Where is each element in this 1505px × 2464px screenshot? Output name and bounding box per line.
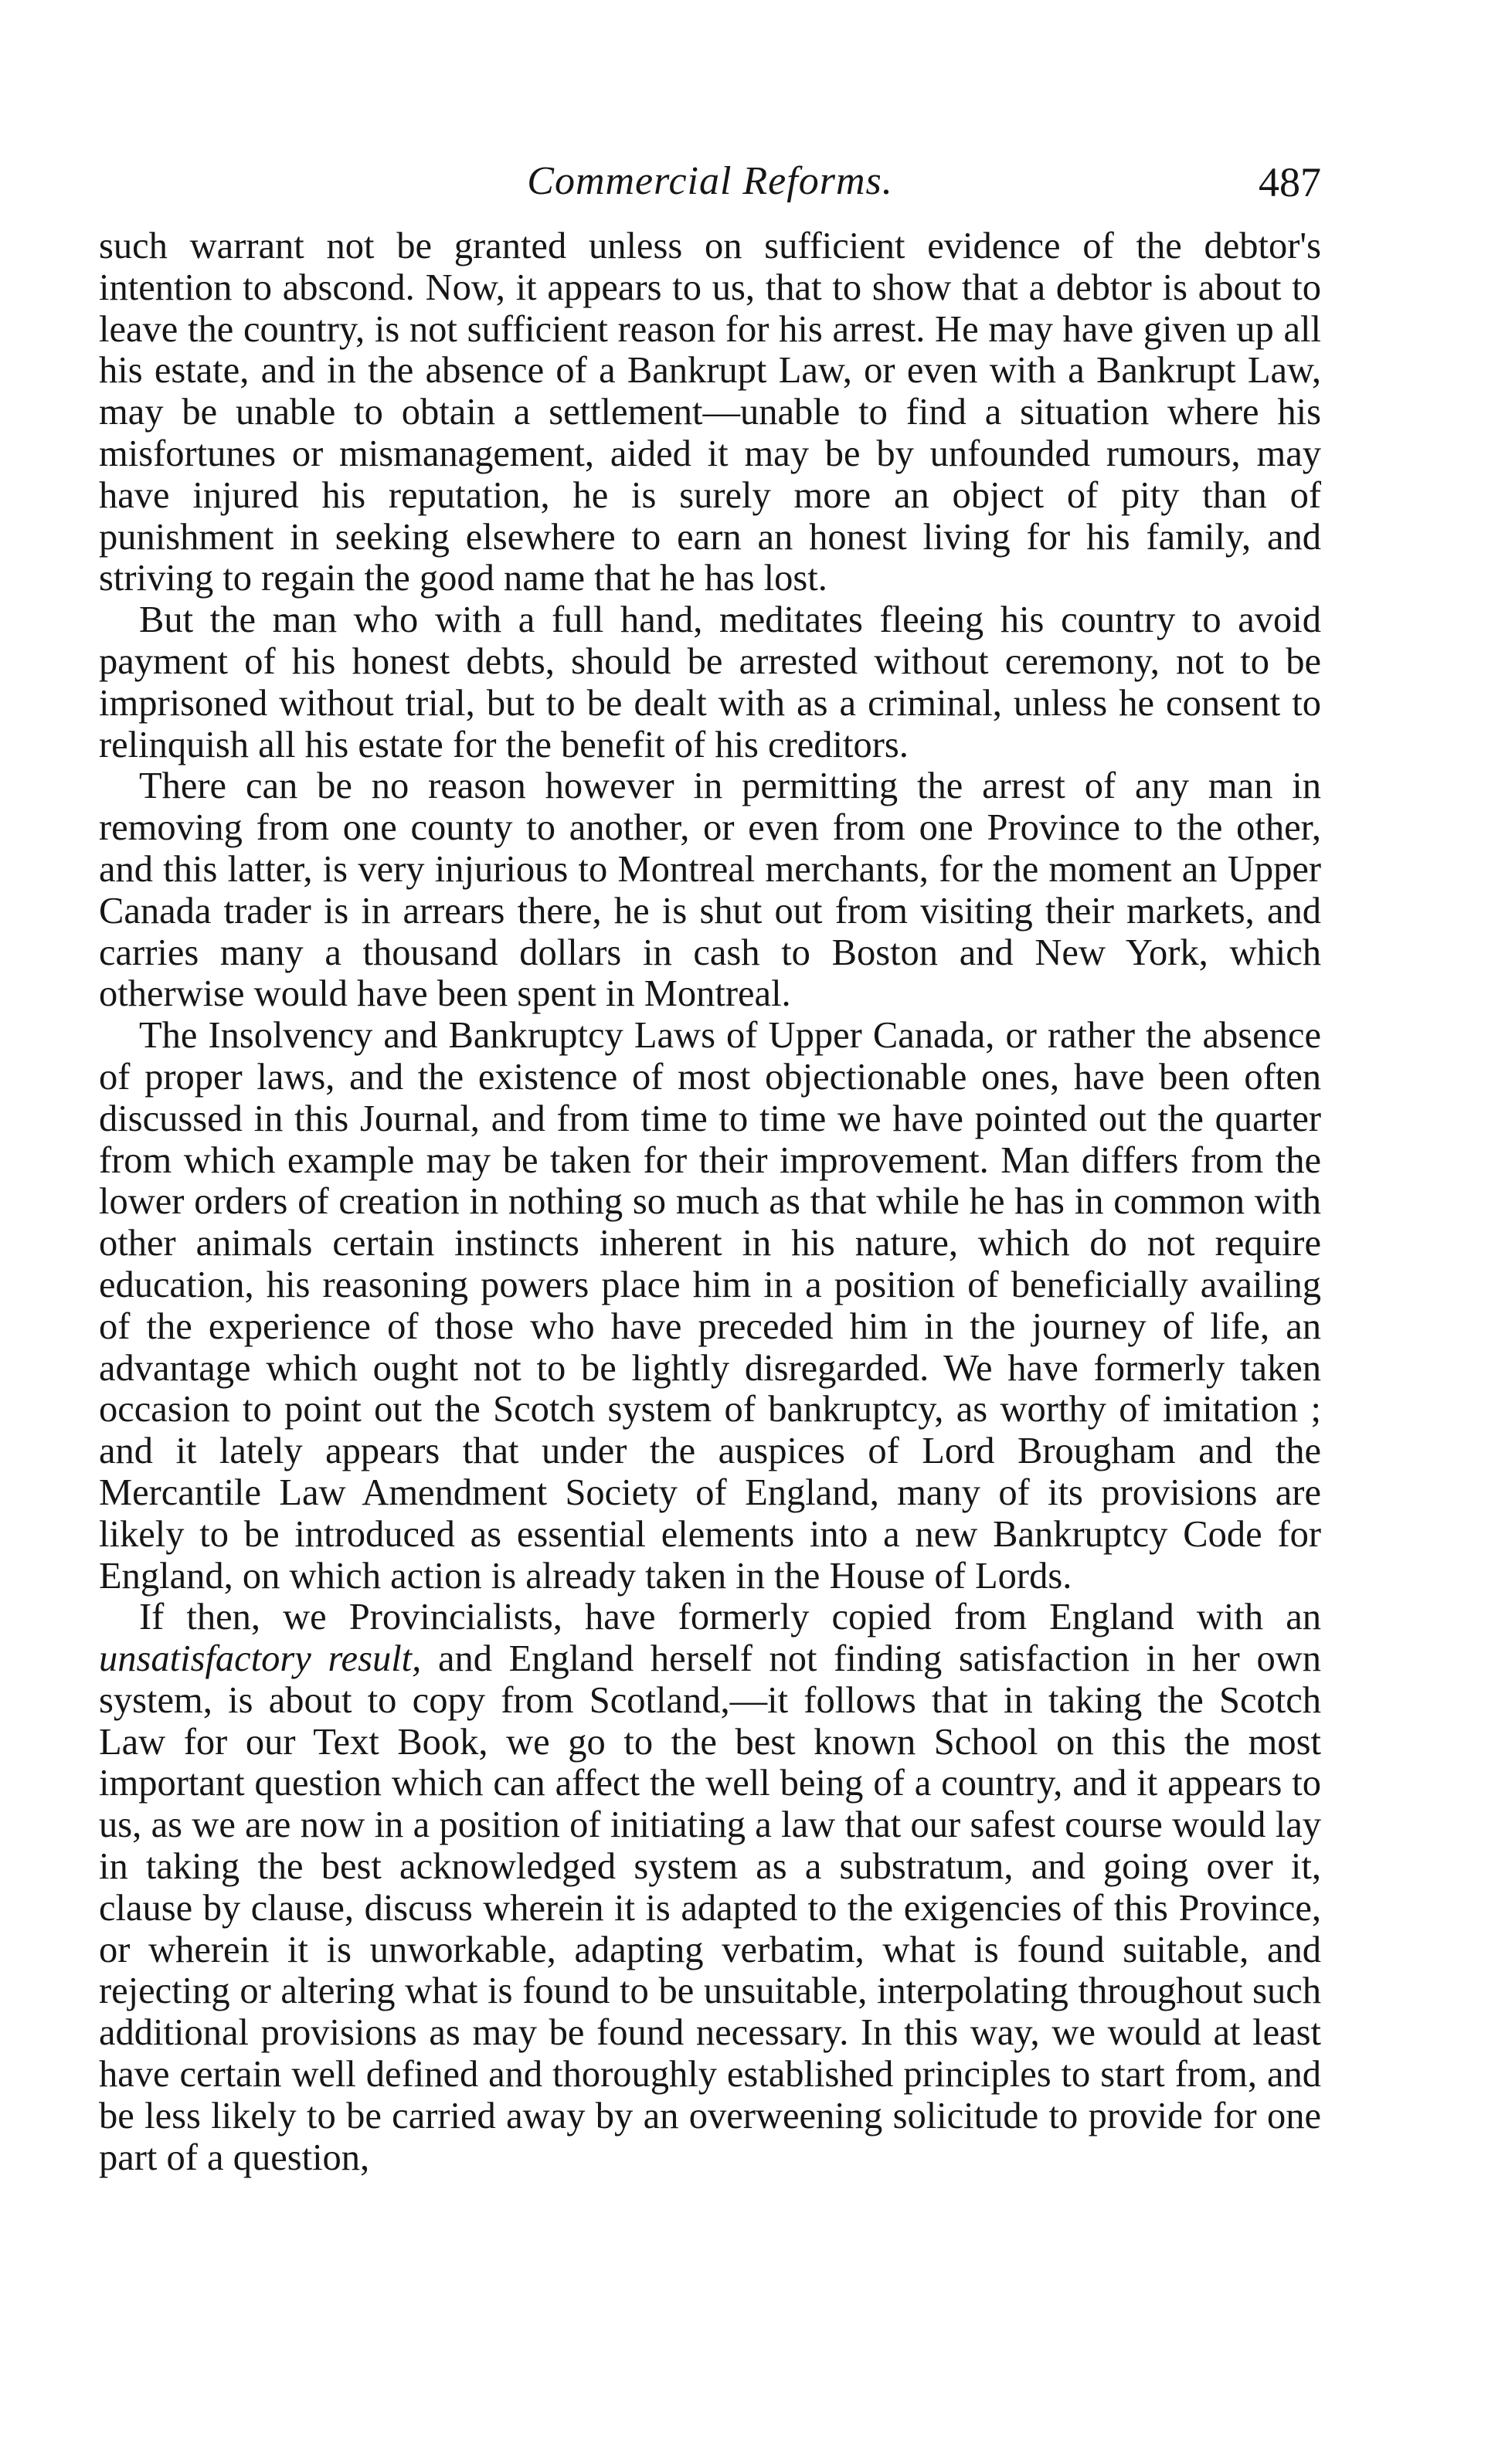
running-title: Commercial Reforms. <box>527 159 893 203</box>
paragraph-removing-province: There can be no reason however in permitting the arrest of any man in removing from one county to another, or even from one Province to the other, and this latter, is very injurious to Montreal merchants, for the moment an Upper Canada trader is in arrears there, he is shut out from visiting their markets, and carries many a thousand dollars in cash to Boston and New York, which otherwise would have been spent in Montreal. <box>99 765 1321 1015</box>
paragraph-text-before: If then, we Provincialists, have formerly copied from England with an <box>139 1597 1321 1638</box>
page-header <box>99 158 1321 212</box>
paragraph-debtor-arrest: such warrant not be granted unless on sufficient evidence of the debtor's intention to abscond. Now, it appears to us, that to show that a debtor is about to leave the country, is not sufficient reason for his arrest. He may have given up all his estate, and in the absence of a Bankrupt Law, or even with a Bankrupt Law, may be unable to obtain a settlement—unable to find a situation where his misfortunes or mismanagement, aided it may be by unfounded rumours, may have injured his reputation, he is surely more an object of pity than of punishment in seeking elsewhere to earn an honest living for his family, and striving to regain the good name that he has lost. <box>99 226 1321 599</box>
paragraph-insolvency-laws: The Insolvency and Bankruptcy Laws of Upper Canada, or rather the absence of proper laws, and the existence of most objectionable ones, have been often discussed in this Journal, and from time to time we have pointed out the quarter from which example may be taken for their improvement. Man differs from the lower orders of creation in nothing so much as that while he has in common with other animals certain instincts inherent in his nature, which do not require education, his reasoning powers place him in a position of beneficially availing of the experience of those who have preceded him in the journey of life, an advantage which ought not to be lightly disregarded. We have formerly taken occasion to point out the Scotch system of bankruptcy, as worthy of imitation ; and it lately appears that under the auspices of Lord Brougham and the Mercantile Law Amendment Society of England, many of its provisions are likely to be introduced as essential elements into a new Bankruptcy Code for England, on which action is already taken in the House of Lords. <box>99 1015 1321 1597</box>
paragraph-text-after: and England herself not finding satisfaction in her own system, is about to copy from Scotland,—it follows that in taking the Scotch Law for our Text Book, we go to the best known School on this the most important question which can affect the well being of a country, and it appears to us, as we are now in a position of initiating a law that our safest course would lay in taking the best acknowledged system as a substratum, and going over it, clause by clause, discuss wherein it is adapted to the exigencies of this Province, or wherein it is unworkable, adapting verbatim, what is found suitable, and rejecting or altering what is found to be unsuitable, interpolating throughout such additional provisions as may be found necessary. In this way, we would at least have certain well defined and thoroughly established principles to start from, and be less likely to be carried away by an overweening solicitude to provide for one part of a question, <box>99 1638 1321 2178</box>
page-number: 487 <box>1259 159 1321 205</box>
paragraph-full-hand: But the man who with a full hand, meditates fleeing his country to avoid payment of his honest debts, should be arrested without ceremony, not to be imprisoned without trial, but to be dealt with as a criminal, unless he consent to relinquish all his estate for the benefit of his creditors. <box>99 599 1321 765</box>
paragraph-provincialists <box>99 1597 1321 2178</box>
italic-phrase: unsatisfactory result, <box>99 1638 422 1680</box>
body-text <box>99 226 1321 2178</box>
